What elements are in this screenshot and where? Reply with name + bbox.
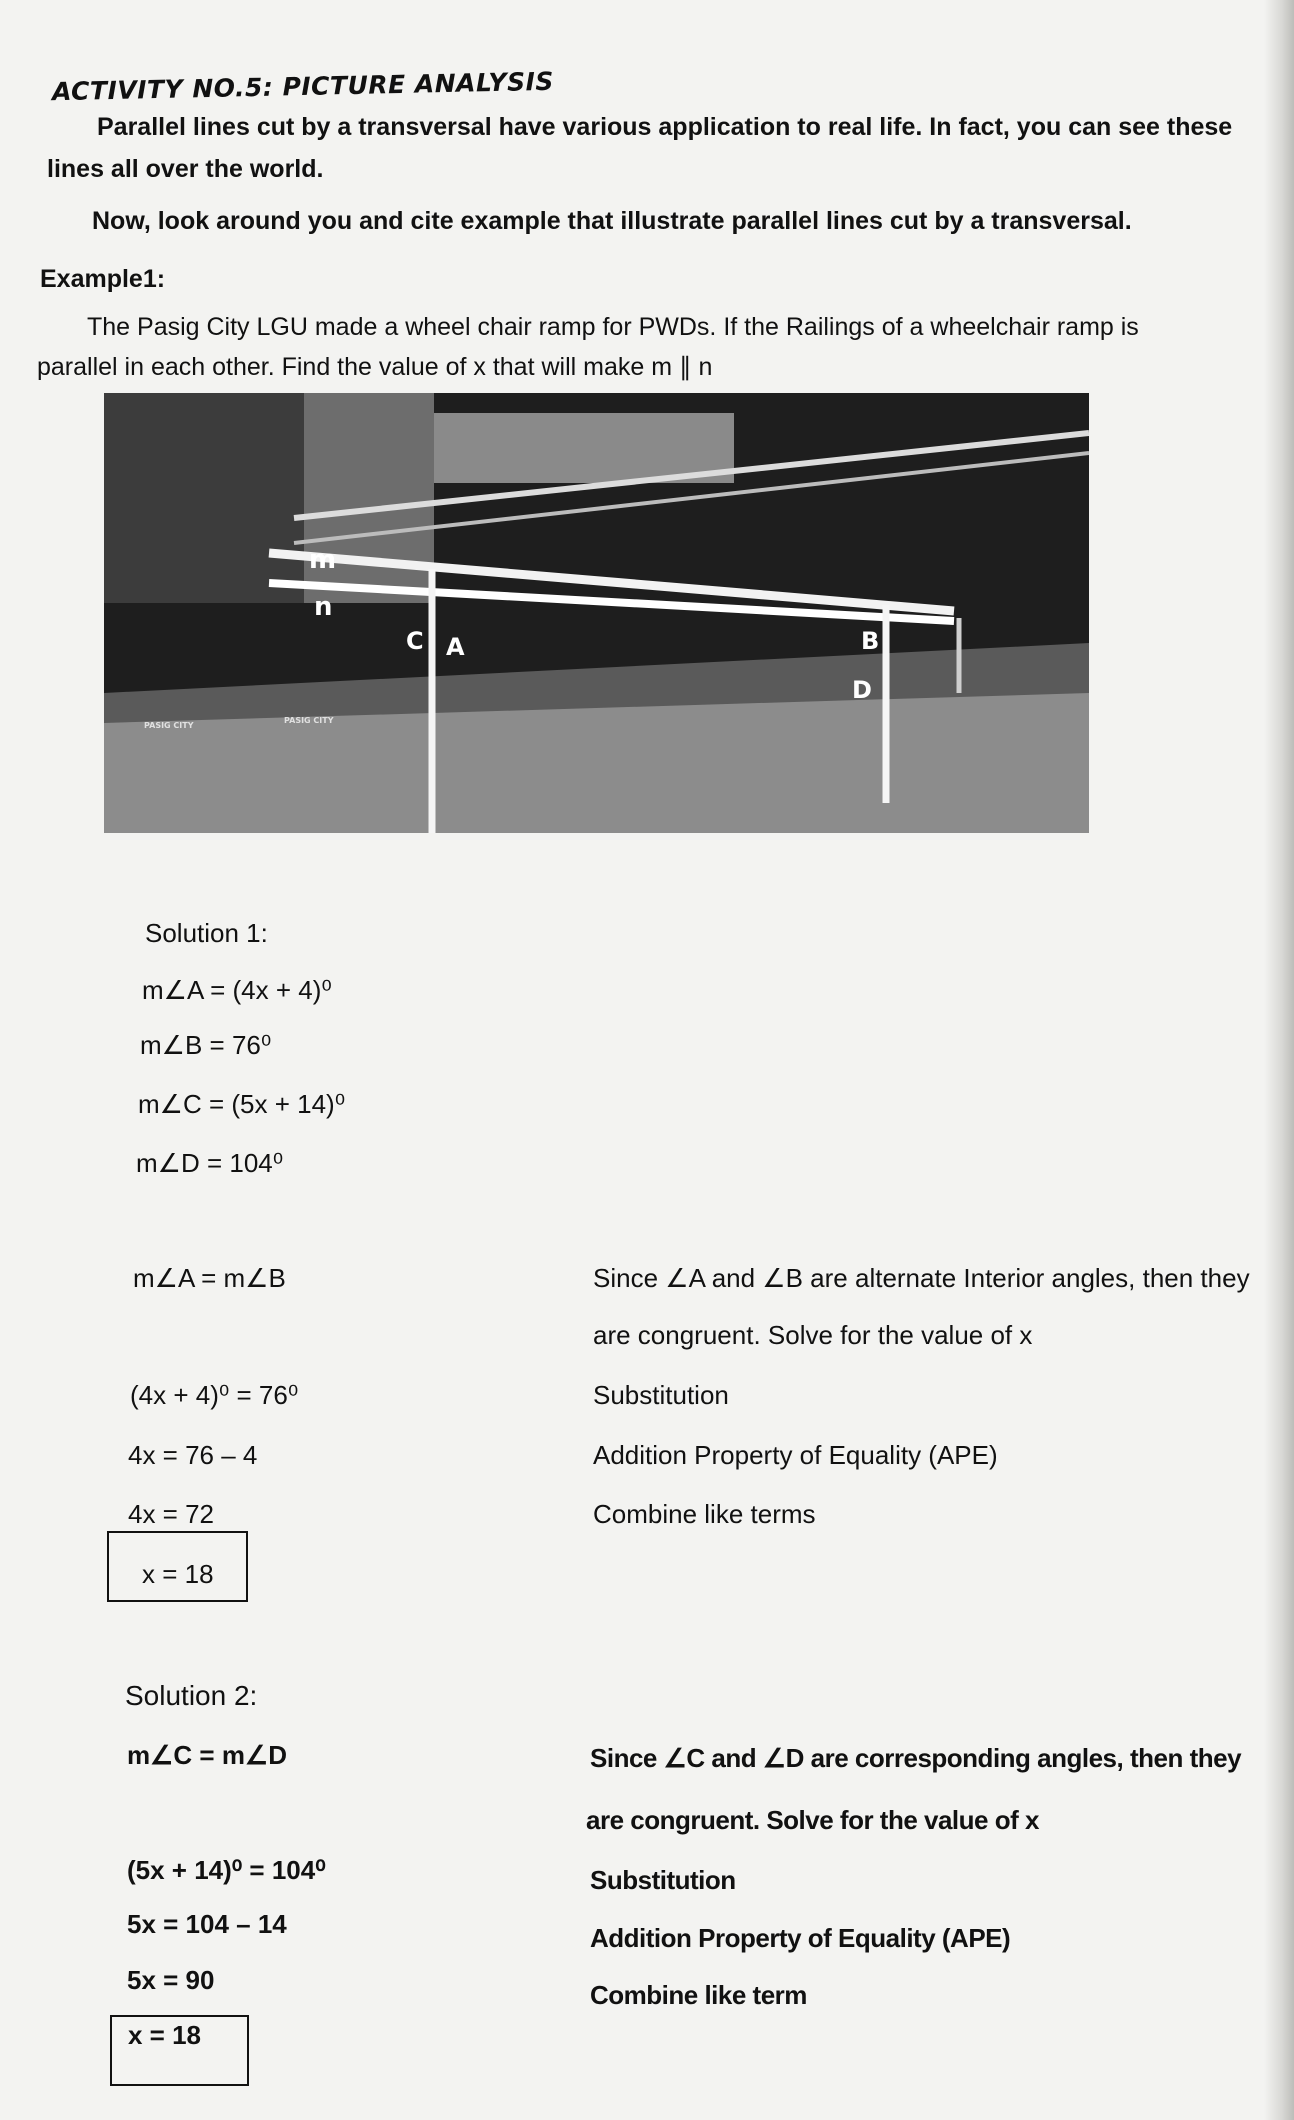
solution2-reason4: Combine like term [590, 1980, 807, 2010]
building-window [434, 413, 734, 483]
solution1-reason3: Addition Property of Equality (APE) [593, 1440, 998, 1470]
sign-text-2: PASIG CITY [284, 716, 334, 725]
solution1-answer: x = 18 [142, 1559, 214, 1589]
solution1-step2: (4x + 4)⁰ = 76⁰ [130, 1380, 299, 1410]
label-m: m [309, 545, 337, 575]
wheelchair-ramp-photo [104, 393, 1089, 833]
solution1-given-c: m∠C = (5x + 14)⁰ [138, 1089, 346, 1119]
solution2-reason1a: Since ∠C and ∠D are corresponding angles, then they [590, 1743, 1242, 1773]
example-label: Example1: [40, 265, 166, 293]
solution2-reason3: Addition Property of Equality (APE) [590, 1923, 1011, 1953]
label-a: A [446, 633, 465, 661]
intro-line-2: lines all over the world. [47, 155, 324, 183]
label-b: B [861, 627, 880, 655]
solution1-given-d: m∠D = 104⁰ [136, 1148, 284, 1178]
solution1-given-b: m∠B = 76⁰ [140, 1030, 272, 1060]
solution1-reason1b: are congruent. Solve for the value of x [593, 1320, 1033, 1350]
page-edge-shadow [1264, 0, 1294, 2120]
solution1-reason2: Substitution [593, 1380, 729, 1410]
label-c: C [406, 627, 424, 655]
solution2-step1: m∠C = m∠D [127, 1740, 288, 1770]
label-n: n [314, 592, 333, 622]
example-line-2: parallel in each other. Find the value of x that will make m ∥ n [37, 353, 713, 381]
solution2-answer: x = 18 [128, 2020, 202, 2050]
activity-title: ACTIVITY NO.5: PICTURE ANALYSIS [51, 66, 555, 107]
solution2-reason1b: are congruent. Solve for the value of x [586, 1805, 1039, 1835]
solution1-step3: 4x = 76 – 4 [128, 1440, 258, 1470]
sign-text-1: PASIG CITY [144, 721, 194, 730]
label-d: D [852, 676, 872, 704]
solution2-reason2: Substitution [590, 1865, 736, 1895]
solution2-title: Solution 2: [125, 1680, 258, 1711]
intro-line-3: Now, look around you and cite example that illustrate parallel lines cut by a transversal. [92, 207, 1132, 235]
solution1-given-a: m∠A = (4x + 4)⁰ [142, 975, 332, 1005]
intro-line-1: Parallel lines cut by a transversal have various application to real life. In fact, you can see these [97, 113, 1233, 141]
ramp-drawing [104, 393, 1089, 833]
example-line-1: The Pasig City LGU made a wheel chair ramp for PWDs. If the Railings of a wheelchair ramp is [87, 313, 1139, 341]
solution1-reason4: Combine like terms [593, 1499, 816, 1529]
solution1-step4: 4x = 72 [128, 1499, 215, 1529]
solution1-title: Solution 1: [145, 918, 268, 948]
solution2-step3: 5x = 104 – 14 [127, 1909, 287, 1939]
solution1-reason1a: Since ∠A and ∠B are alternate Interior angles, then they [593, 1263, 1250, 1293]
solution1-step1: m∠A = m∠B [133, 1263, 286, 1293]
solution2-step4: 5x = 90 [127, 1965, 215, 1995]
solution2-step2: (5x + 14)⁰ = 104⁰ [127, 1855, 326, 1885]
